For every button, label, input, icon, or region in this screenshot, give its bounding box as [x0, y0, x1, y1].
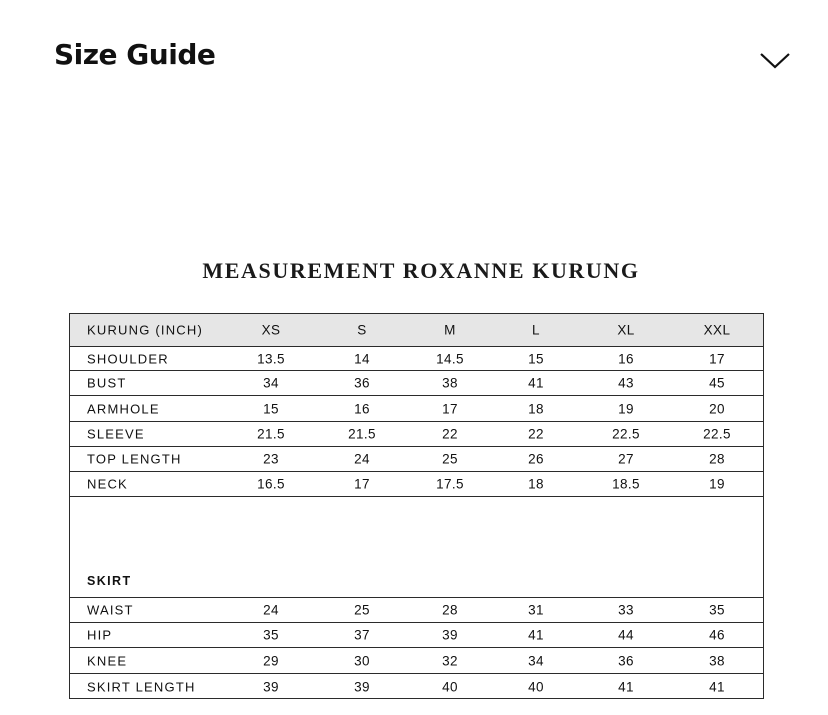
table-cell: 23 — [263, 451, 279, 467]
row-label: SHOULDER — [87, 351, 169, 366]
table-cell: 39 — [354, 679, 370, 694]
table-cell: 30 — [354, 653, 370, 668]
table-cell: 16 — [354, 401, 370, 416]
size-guide-header[interactable] — [0, 0, 828, 120]
size-table — [69, 313, 764, 699]
table-cell: 17 — [442, 401, 458, 416]
table-cell: 36 — [618, 653, 634, 668]
table-cell: 34 — [528, 653, 544, 668]
table-cell: 45 — [709, 375, 725, 391]
table-cell: 16 — [618, 351, 634, 366]
size-guide-title: Size Guide — [54, 38, 216, 71]
table-cell: 33 — [618, 602, 634, 618]
table-cell: 18.5 — [612, 476, 640, 492]
table-cell: 24 — [354, 451, 370, 467]
table-cell: 22.5 — [612, 426, 640, 442]
size-xl: XL — [617, 322, 635, 338]
table-cell: 17.5 — [436, 476, 464, 492]
table-cell: 37 — [354, 627, 370, 643]
table-row — [70, 347, 763, 371]
table-cell: 31 — [528, 602, 544, 618]
table-cell: 20 — [709, 401, 725, 416]
table-cell: 38 — [709, 653, 725, 668]
size-xs: XS — [261, 322, 281, 338]
table-cell: 34 — [263, 375, 279, 391]
table-cell: 41 — [618, 679, 634, 694]
table-cell: 28 — [442, 602, 458, 618]
table-cell: 14.5 — [436, 351, 464, 366]
chevron-down-icon[interactable] — [758, 48, 792, 72]
table-cell: 35 — [263, 627, 279, 643]
table-cell: 21.5 — [348, 426, 376, 442]
table-row — [70, 447, 763, 472]
header-label: KURUNG (INCH) — [87, 322, 203, 338]
table-cell: 46 — [709, 627, 725, 643]
table-cell: 25 — [354, 602, 370, 618]
size-xxl: XXL — [703, 322, 731, 338]
table-cell: 17 — [709, 351, 725, 366]
table-cell: 28 — [709, 451, 725, 467]
row-label: TOP LENGTH — [87, 451, 182, 467]
table-cell: 22.5 — [703, 426, 731, 442]
table-cell: 35 — [709, 602, 725, 618]
table-row — [70, 623, 763, 648]
table-cell: 25 — [442, 451, 458, 467]
row-label: SLEEVE — [87, 426, 145, 442]
table-cell: 40 — [528, 679, 544, 694]
table-cell: 16.5 — [257, 476, 285, 492]
table-cell: 41 — [709, 679, 725, 694]
size-l: L — [532, 322, 540, 338]
table-row — [70, 396, 763, 422]
table-cell: 38 — [442, 375, 458, 391]
table-cell: 40 — [442, 679, 458, 694]
size-s: S — [357, 322, 367, 338]
table-row — [70, 598, 763, 623]
table-cell: 29 — [263, 653, 279, 668]
row-label: KNEE — [87, 653, 128, 668]
table-cell: 18 — [528, 476, 544, 492]
table-row — [70, 472, 763, 497]
table-cell: 15 — [528, 351, 544, 366]
table-row — [70, 371, 763, 396]
table-cell: 41 — [528, 375, 544, 391]
table-cell: 15 — [263, 401, 279, 416]
table-cell: 14 — [354, 351, 370, 366]
table-cell: 22 — [442, 426, 458, 442]
row-label: SKIRT LENGTH — [87, 679, 196, 694]
table-cell: 44 — [618, 627, 634, 643]
chart-title: MEASUREMENT ROXANNE KURUNG — [202, 258, 640, 283]
table-cell: 39 — [442, 627, 458, 643]
row-label: WAIST — [87, 602, 134, 618]
table-cell: 22 — [528, 426, 544, 442]
table-row — [70, 422, 763, 447]
table-cell: 18 — [528, 401, 544, 416]
table-row — [70, 648, 763, 674]
table-cell: 19 — [618, 401, 634, 416]
table-cell: 27 — [618, 451, 634, 467]
row-label: NECK — [87, 476, 128, 492]
table-cell: 43 — [618, 375, 634, 391]
table-cell: 39 — [263, 679, 279, 694]
row-label: ARMHOLE — [87, 401, 160, 416]
table-cell: 41 — [528, 627, 544, 643]
table-header-row — [70, 314, 763, 347]
size-m: M — [444, 322, 456, 338]
table-cell: 26 — [528, 451, 544, 467]
table-cell: 17 — [354, 476, 370, 492]
row-label: HIP — [87, 627, 113, 643]
table-cell: 21.5 — [257, 426, 285, 442]
table-cell: 24 — [263, 602, 279, 618]
skirt-section-label: SKIRT — [87, 574, 132, 588]
table-row — [70, 674, 763, 699]
skirt-section-row — [70, 497, 763, 598]
table-cell: 36 — [354, 375, 370, 391]
table-cell: 19 — [709, 476, 725, 492]
table-cell: 13.5 — [257, 351, 285, 366]
row-label: BUST — [87, 375, 127, 391]
table-cell: 32 — [442, 653, 458, 668]
